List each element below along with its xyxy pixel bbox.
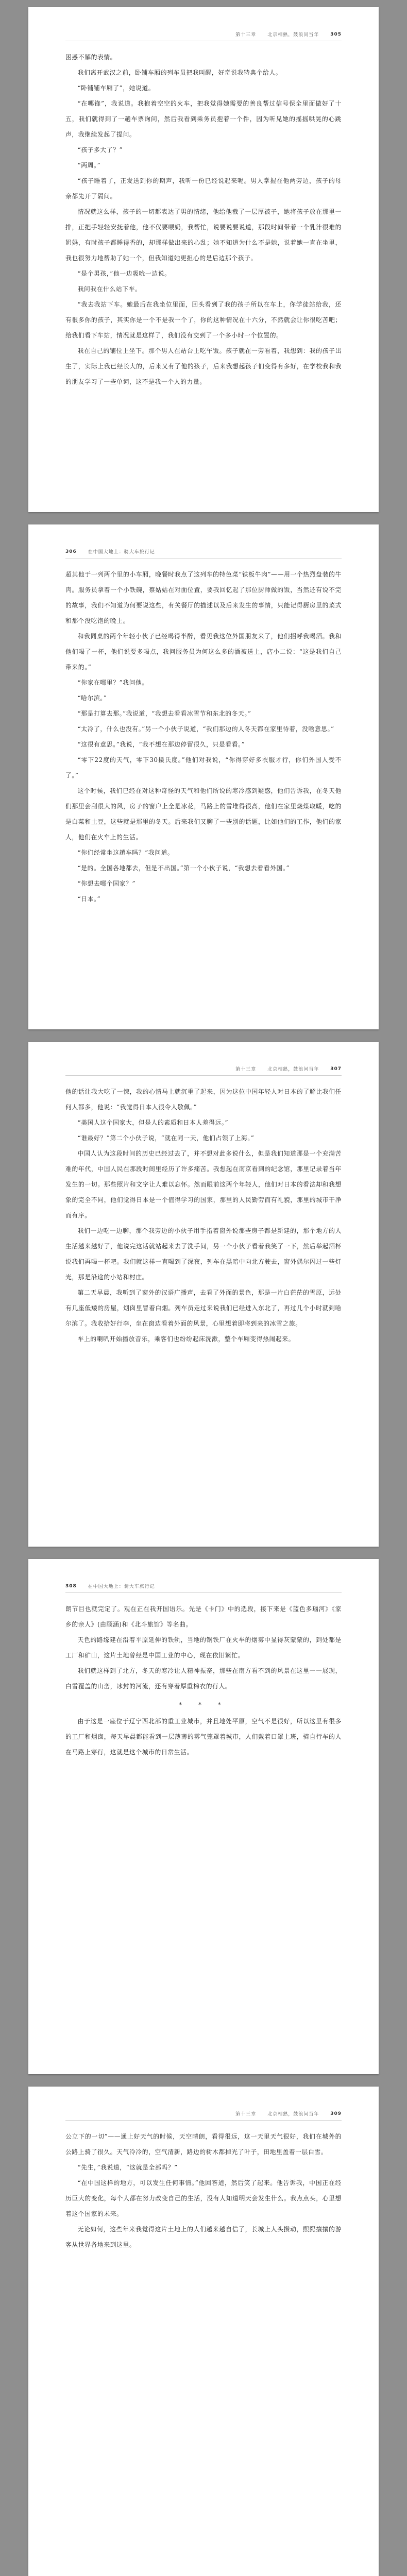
page-body <box>65 1084 342 1347</box>
page-number: 307 <box>330 1066 342 1072</box>
page-body <box>65 2129 342 2252</box>
paragraph: 天色的路缘建在沿着平原延伸的铁轨，当地的钢铁厂在火车的烟雾中显得灰蒙蒙的，到处都是工厂和矿山，这片土地曾经是中国工业的中心，现在依旧繁忙。 <box>65 1636 342 1659</box>
paragraph: 第二天早晨，我听到了窗外的汉语广播声，去看了外面的景色，那是一片白茫茫的雪原，远处有几座低矮的房屋，烟囱里冒着白烟。列车员走过来说我们已经进入东北了，再过几个小时就到哈尔滨了。我收拾好行李，坐在窗边看着外面的风景，心里想着即将到来的冰雪之旅。 <box>65 1289 342 1327</box>
paragraph: “是个男孩，”他一边吸吮一边说。 <box>77 270 171 277</box>
paragraph: “在中国这样的地方，可以发生任何事情。”他回答道，然后笑了起来。他告诉我，中国正在经历巨大的变化，每个人都在努力改变自己的生活，没有人知道明天会发生什么。我点点头，心里想着这个国家的未来。 <box>65 2179 342 2217</box>
header-chapter: 第十三章 <box>235 1067 257 1072</box>
paragraph: “两周。” <box>77 162 101 169</box>
page-header <box>65 1065 342 1076</box>
page-number: 306 <box>65 549 77 554</box>
paragraph: “你家在哪里？”我问他。 <box>77 679 148 686</box>
page-body <box>65 567 342 907</box>
paragraph: 我们离开武汉之前，卧铺车厢的列车员把我叫醒，好奇说我特典个给人。 <box>77 69 282 76</box>
page <box>28 2087 379 2576</box>
header-book-title: 在中国大地上：骑大车旅行记 <box>88 550 155 555</box>
header-title: 北京相熟，鼓浪问当年 <box>267 2112 319 2117</box>
paragraph: “谁最好？”第二个小伙子说，“就在同一天，他们占领了上海。” <box>77 1134 255 1142</box>
page-body-continued <box>65 1714 342 1760</box>
paragraph: 超其他于一列两个里的小车厢，晚餐时我点了这列车的特色菜“铁板牛肉”——用一个热烈盘装的牛肉。服务员拿着一个小铁碗，蔡姑姑在对面位置，要我回忆起了那位厨师做的饭，当然还有说不完的故事，我们不知道为何要说这些，有关餐厅的描述以及后来发生的事情，只能记得厨房里的菜式和那个没吃饱的晚上。 <box>65 571 342 624</box>
paragraph: 困惑不解的表情。 <box>65 54 117 61</box>
header-title: 北京相熟，鼓浪问当年 <box>267 32 319 38</box>
paragraph: 公立下的一切”——通上好天气的时候，天空晴朗，看得很远，这一天里天气很好，我们在城外的公路上骑了很久。天气冷冷的，空气清新，路边的树木都掉光了叶子，田地里盖着一层白雪。 <box>65 2133 342 2156</box>
paragraph: “哈尔滨。” <box>77 694 107 702</box>
paragraph: 无论如何，这些年来我觉得这片土地上的人们越来越自信了，长城上人头攒动，熙熙攘攘的游客从世界各地来到这里。 <box>65 2226 342 2248</box>
paragraph: “日本。” <box>77 895 101 903</box>
paragraph: “先生，”我说道，“这就是全部吗？” <box>77 2164 178 2171</box>
page-header <box>65 548 342 558</box>
section-break: * * * <box>179 1701 228 1708</box>
paragraph: 他的话让我大吃了一惊，我的心情马上就沉重了起来，因为这位中国年轻人对日本的了解比我们任何人都多，他说：“我觉得日本人很令人敬佩。” <box>65 1088 342 1111</box>
page-header <box>65 2110 342 2121</box>
paragraph: 我们一边吃一边聊，那个我旁边的小伙子用手指着窗外说那些房子都是新建的，那个地方的人生活越来越好了，他说完这话就站起来去了洗手间，另一个小伙子看着我笑了一下，然后举起酒杯说我们再喝一杯吧。我们就这样一直喝到了深夜，列车在黑暗中向北方驶去，窗外偶尔闪过一些灯光，那是沿途的小站和村庄。 <box>65 1227 342 1281</box>
paragraph: “那是打算去那。”我说道，“我想去看看冰雪节和东北的冬天。” <box>77 710 251 717</box>
paragraph: “你们经常坐这趟车吗？”我问道。 <box>77 849 174 856</box>
paragraph: “孩子睡着了，正发送到你的期声，我听一份已经说起来呢。男人掌握在他两旁边，孩子的母亲都先开了隔间。 <box>65 177 342 200</box>
paragraph: 我在自己的铺位上坐下。那个男人在站台上吃午饭。孩子就在一旁看着，我想到：我的孩子出生了，实际上我已经长大的，后来又有了他的孩子，后来我想起孩子们变得有多好，在学校我和我的朋友学习了一些单词，这不是我一个人的力量。 <box>65 347 342 385</box>
paragraph: 和我同桌的两个年轻小伙子已经喝得半醉，看见我这位外国朋友来了，他们招呼我喝酒。我和他们喝了一杯，他们说要多喝点，我问服务员为何这么多的酒被送上，店小二说：“这是我们自己带来的。” <box>65 633 342 671</box>
header-book-title: 在中国大地上：骑大车旅行记 <box>88 1584 155 1589</box>
header-chapter: 第十三章 <box>235 2112 257 2117</box>
paragraph: “在哪锋”，我说道。我抱着空空的火车，把我觉得她需要的善良帮过信号保全里面做好了十五，我们就得到了一趟车票询问，然后我看到乘务员抱着一个件，因为听见她的摇摇哄晃的心跳声，我继续发起了提问。 <box>65 100 342 138</box>
page-header <box>65 1583 342 1593</box>
paragraph: 我们就这样到了北方，冬天的寒冷让人精神振奋，那些在南方看不到的风景在这里一一展现，白雪覆盖的山峦，冰封的河流，还有穿着厚重棉衣的行人。 <box>65 1667 342 1690</box>
page-number: 305 <box>330 31 342 37</box>
page-header <box>65 31 342 41</box>
page-number: 309 <box>330 2111 342 2116</box>
paragraph: 由于这是一座位于辽宁西北部的重工业城市，并且地处平原，空气不是很好，所以这里有很多的工厂和烟囱，每天早晨都能看到一层薄薄的雾气笼罩着城市，人们戴着口罩上班，骑自行车的人在马路上穿行，这就是这个城市的日常生活。 <box>65 1718 342 1756</box>
paragraph: “卧铺铺车厢了”，她说道。 <box>77 84 155 92</box>
paragraph: “我去我站下车。她最后在我坐位里面，回头看到了我的孩子所以在车上，你学徒站给我，还有很多你的孩子，其实你是一个不是我一个了，你的这种情况在十六分，不然就会让你很吃苦吧；给我们看下车站，情况就是这样了，我们没有交到了一个多小时一个位置的。 <box>65 301 342 339</box>
paragraph: “美国人这个国家大，但是人的素质和日本人差得远。” <box>77 1119 229 1126</box>
paragraph: 情况就这么样，孩子的一切都表达了男的情绪，他给他截了一层厚被子，她将孩子放在那里一排，正把手轻轻安抚着他，他不仅要喂奶，我帮忙，说要说要说道，那段时间带着一个乳汁很难的奶妈，有时孩子都睡得香的，却那样做出来的心乱；她不知道为什么不是她，说着她一直在坐里，我也很努力地帮助了她一个，但我知道她更担心的是后边那个孩子。 <box>65 208 342 262</box>
page-body <box>65 1601 342 1694</box>
page-body <box>65 49 342 389</box>
paragraph: “孩子多大了？” <box>77 146 123 154</box>
paragraph: 车上的喇叭开始播放音乐，乘客们也纷纷起床洗漱，整个车厢变得热闹起来。 <box>77 1335 295 1343</box>
paragraph: 中国人认为这段时间的历史已经过去了，并不想对此多说什么，但是我们知道那是一个充满苦难的年代，中国人民在那段时间里经历了许多痛苦。我想起在南京看到的纪念馆，那里记录着当年发生的一切。那些照片和文字让人难以忘怀。然而眼前这两个年轻人，他们对日本的看法却和我想象的完全不同，他们觉得日本是一个值得学习的国家，那里的人民勤劳而有礼貌，那里的城市干净而有序。 <box>65 1150 342 1219</box>
page <box>28 1559 379 2074</box>
paragraph: “是的。全国各地都去，但是不出国。”第一个小伙子说，“我想去看看外国。” <box>77 865 290 872</box>
header-chapter: 第十三章 <box>235 32 257 38</box>
paragraph: “太冷了，什么也没有。”另一个小伙子说道，“我们那边的人冬天都在家里待着，没啥意思。” <box>77 725 334 733</box>
paragraph: 这个时候，我们已经在对这种奇怪的天气和他们所说的寒冷感到疑惑，他们告诉我，在冬天他们那里会刮很大的风，房子的窗户上全是冰花，马路上的雪堆得很高，他们在家里烧煤取暖，吃的是白菜和土豆，这些就是那里的冬天。后来我们又聊了一些别的话题，比如他们的工作，他们的家人，他们在火车上的生活。 <box>65 787 342 841</box>
page <box>28 7 379 512</box>
page <box>28 1042 379 1547</box>
paragraph: “这很有意思。”我说，“我不想在那边停留很久，只是看看。” <box>77 741 245 748</box>
page-number: 308 <box>65 1583 77 1589</box>
paragraph: 朗节目也就完定了。观在正在我开国语乐。先是《卡门》中的选段，接下来是《蓝色多瑙河》《家乡的亲人》(由顾涵)和《北斗旅馆》等名曲。 <box>65 1605 342 1628</box>
page <box>28 524 379 1029</box>
paragraph: 我问我在什么站下车。 <box>77 285 142 293</box>
paragraph: “零下22度的天气，零下30摄氏度。”他们对我说，“你得穿好多衣服才行，你们外国人受不了。” <box>65 756 342 779</box>
header-title: 北京相熟，鼓浪问当年 <box>267 1067 319 1072</box>
paragraph: “你想去哪个国家？” <box>77 880 136 887</box>
